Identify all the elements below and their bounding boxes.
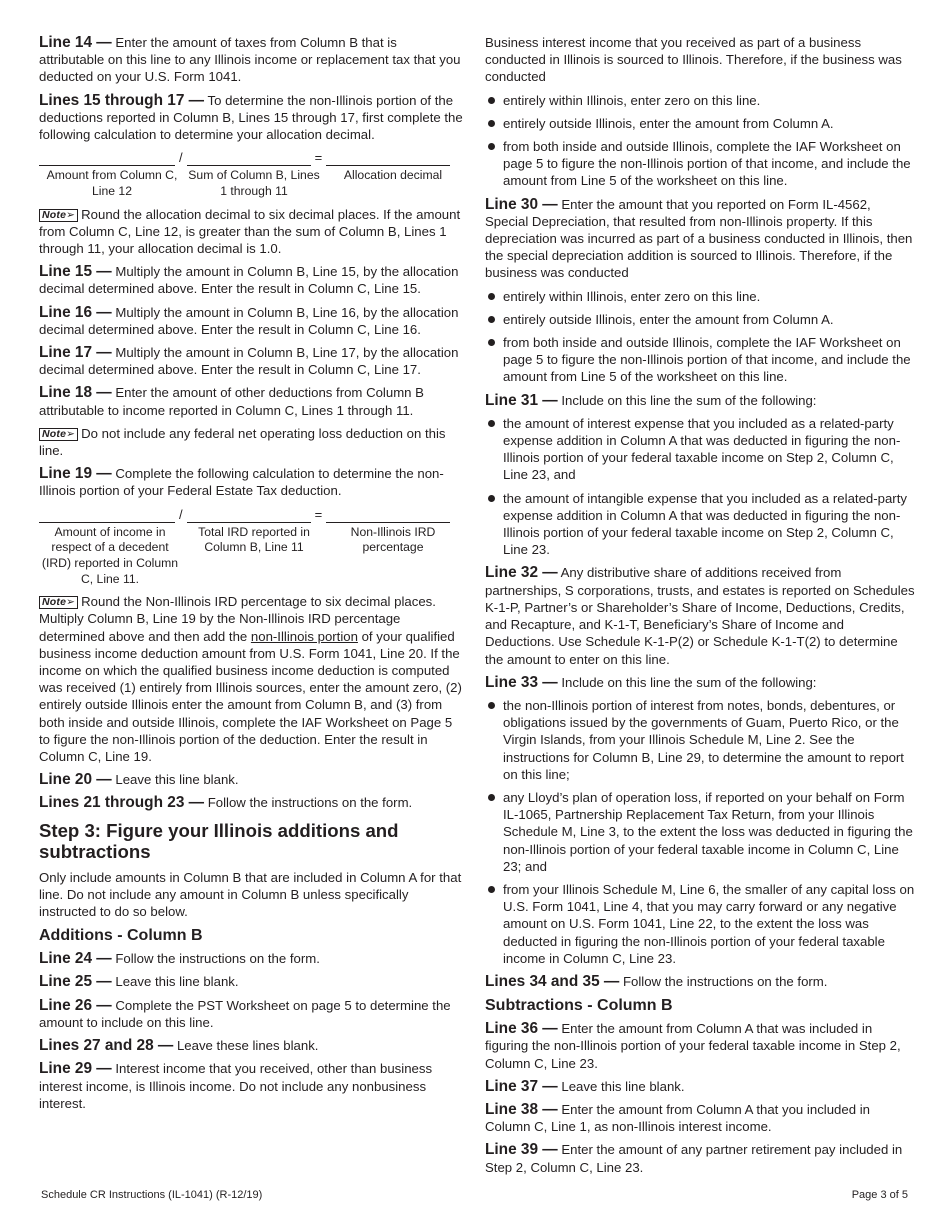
footer-form-id: Schedule CR Instructions (IL-1041) (R-12/19): [41, 1189, 263, 1201]
line-32: Line 32 — Any distributive share of additions received from partnerships, S corporations, trusts, and estates is reported on Schedules K-1-P, Partner’s or Shareholder’s Share of Income, Deductions, Credits, and Recapture, and K-1-T, Beneficiary’s Share of Income and Deductions. Use Schedule K-1-P(2) or Schedule K-1-T(2) to determine the amount to enter on this line.: [485, 564, 915, 667]
note-icon: Note➢: [39, 596, 78, 609]
lines-21-23: Lines 21 through 23 — Follow the instructions on the form.: [39, 794, 413, 812]
line-18: Line 18 — Enter the amount of other deductions from Column B attributable to income reported in Column C, Lines 1 through 11.: [39, 384, 424, 418]
calc-label: Sum of Column B, Lines 1 through 11: [188, 168, 320, 199]
list-item: entirely within Illinois, enter zero on this line.: [485, 92, 915, 109]
bullet-list-33: [485, 697, 915, 967]
calc-label: Non-Illinois IRD percentage: [350, 524, 436, 555]
note-icon: Note➢: [39, 209, 78, 222]
list-item: from both inside and outside Illinois, complete the IAF Worksheet on page 5 to figure the non-Illinois portion of that income, and include the amount from Line 5 of the worksheet on this line.: [485, 138, 915, 190]
calc-label: Allocation decimal: [343, 168, 443, 183]
calc-label: Total IRD reported in Column B, Line 11: [198, 524, 310, 555]
note-allocation-decimal: Note➢ Round the allocation decimal to six decimal places. If the amount from Column C, Line 12, is greater than the sum of Column B, Lines 1 through 11, your allocation decimal is 1.0.: [39, 206, 461, 257]
footer-page-number: Page 3 of 5: [851, 1189, 908, 1201]
business-interest-paragraph: Business interest income that you received as part of a business conducted in Illinois is sourced to Illinois. Therefore, if the business was conducted: [485, 35, 902, 85]
line-25: Line 25 — Leave this line blank.: [39, 973, 239, 991]
list-item: entirely within Illinois, enter zero on this line.: [485, 288, 915, 305]
right-column: [485, 34, 915, 1182]
calc-blank: [187, 153, 311, 166]
line-31: Line 31 — Include on this line the sum of the following:: [485, 391, 817, 409]
line-16: Line 16 — Multiply the amount in Column B, Line 16, by the allocation decimal determined above. Enter the result in Column C, Line 16.: [39, 303, 459, 337]
ird-percentage-calculation: / = Amount of income in respect of a decedent (IRD) reported in Column C, Line 11. Total IRD reported in Column B, Line 11 Non-Illinois IRD percentage: [39, 506, 463, 588]
calc-label: Amount from Column C, Line 12: [46, 168, 178, 199]
line-19: Line 19 — Complete the following calculation to determine the non-Illinois portion of your Federal Estate Tax deduction.: [39, 465, 444, 499]
calc-label: Amount of income in respect of a decedent (IRD) reported in Column C, Line 11.: [41, 524, 179, 586]
line-26: Line 26 — Complete the PST Worksheet on page 5 to determine the amount to include on this line.: [39, 996, 451, 1030]
note-ird-percentage: Note➢ Round the Non-Illinois IRD percentage to six decimal places. Multiply Column B, Line 19 by the Non-Illinois IRD percentage determined above and then add the non-Illinois portion of your qualified business income deduction amount from U.S. Form 1041, Line 20. If the income on which the qualified business income deduction is computed was received (1) entirely from Illinois sources, enter the amount zero, (2) entirely outside Illinois enter the amount from Column B, and (3) from both inside and outside Illinois, complete the IAF Worksheet on Page 5 to figure the non-Illinois portion of the deduction. Enter the result in Column C, Line 19.: [39, 594, 462, 765]
list-item: any Lloyd’s plan of operation loss, if reported on your behalf on Form IL-1065, Partnership Replacement Tax Return, from your Illinois Schedule M, Line 3, to the extent the loss was deducted in figuring the non-Illinois portion of your federal taxable income in Column C, Line 23; and: [485, 789, 915, 875]
calc-blank: [39, 153, 175, 166]
calc-blank: [187, 510, 311, 523]
list-item: entirely outside Illinois, enter the amount from Column A.: [485, 115, 915, 132]
lines-34-35: Lines 34 and 35 — Follow the instructions on the form.: [485, 972, 828, 990]
line-20: Line 20 — Leave this line blank.: [39, 771, 239, 789]
calc-blank: [39, 510, 175, 523]
bullet-list-31: [485, 415, 915, 559]
bullet-list-30: [485, 288, 915, 386]
line-36: Line 36 — Enter the amount from Column A that was included in figuring the non-Illinois portion of your federal taxable income in Step 2, Column C, Line 23.: [485, 1020, 901, 1071]
line-24: Line 24 — Follow the instructions on the form.: [39, 950, 320, 968]
lines-15-17: Lines 15 through 17 — To determine the non-Illinois portion of the deductions reported in Column B, Lines 15 through 17, first complete the following calculation to determine your allocation decimal.: [39, 91, 463, 143]
line-39: Line 39 — Enter the amount of any partner retirement pay included in Step 2, Column C, Line 23.: [485, 1141, 903, 1175]
line-30: Line 30 — Enter the amount that you reported on Form IL-4562, Special Depreciation, that resulted from non-Illinois property. If this depreciation was incurred as part of a business conducted in Illinois, then the special depreciation addition is sourced to Illinois. Therefore, if the business was conducted: [485, 195, 913, 281]
list-item: the non-Illinois portion of interest from notes, bonds, debentures, or obligations issued by the governments of Guam, Puerto Rico, or the Virgin Islands, from your Illinois Schedule M, Line 2. See the instructions for Column B, Line 29, to determine the amount to report on this line;: [485, 697, 915, 783]
line-33: Line 33 — Include on this line the sum of the following:: [485, 673, 817, 691]
line-14: Line 14 — Enter the amount of taxes from Column B that is attributable on this line to any Illinois income or replacement tax that you deducted on your U.S. Form 1041.: [39, 34, 461, 85]
list-item: from your Illinois Schedule M, Line 6, the smaller of any capital loss on U.S. Form 1041, Line 4, that you may carry forward or any negative amount on U.S. Form 1041, Line 22, to the extent the loss was deducted in figuring the non-Illinois portion of your federal taxable income in Column C, Line 23.: [485, 881, 915, 967]
line-17: Line 17 — Multiply the amount in Column B, Line 17, by the allocation decimal determined above. Enter the result in Column C, Line 17.: [39, 344, 459, 378]
list-item: the amount of interest expense that you included as a related-party expense addition in Column A that was deducted in figuring the non-Illinois portion of your federal taxable income on Step 2, Column C, Line 23, and: [485, 415, 915, 484]
list-item: the amount of intangible expense that you included as a related-party expense addition in Column A that was deducted in figuring the non-Illinois portion of your federal taxable income on Step 2, Column C, Line 23.: [485, 490, 915, 559]
line-37: Line 37 — Leave this line blank.: [485, 1077, 685, 1095]
lines-27-28: Lines 27 and 28 — Leave these lines blank.: [39, 1037, 319, 1055]
additions-heading: Additions - Column B: [39, 927, 203, 945]
list-item: from both inside and outside Illinois, complete the IAF Worksheet on page 5 to figure the non-Illinois portion of that income, and include the amount from Line 5 of the worksheet on this line.: [485, 334, 915, 386]
line-38: Line 38 — Enter the amount from Column A that you included in Column C, Line 1, as non-Illinois interest income.: [485, 1100, 870, 1135]
step-3-heading: Step 3: Figure your Illinois additions and subtractions: [39, 819, 399, 862]
calc-blank: [326, 153, 450, 166]
note-icon: Note➢: [39, 428, 78, 441]
allocation-decimal-calculation: / = Amount from Column C, Line 12 Sum of Column B, Lines 1 through 11 Allocation decimal: [39, 149, 463, 199]
line-15: Line 15 — Multiply the amount in Column B, Line 15, by the allocation decimal determined above. Enter the result in Column C, Line 15.: [39, 263, 459, 297]
left-column: [39, 34, 463, 1118]
step-3-intro: Only include amounts in Column B that are included in Column A for that line. Do not include any amount in Column B unless specifically instructed to do so below.: [39, 869, 462, 920]
list-item: entirely outside Illinois, enter the amount from Column A.: [485, 311, 915, 328]
line-29: Line 29 — Interest income that you received, other than business interest income, is Illinois income. Do not include any nonbusiness interest.: [39, 1060, 433, 1111]
calc-blank: [326, 510, 450, 523]
bullet-list-29: [485, 92, 915, 190]
subtractions-heading: Subtractions - Column B: [485, 997, 673, 1015]
note-net-operating-loss: Note➢ Do not include any federal net operating loss deduction on this line.: [39, 425, 446, 459]
